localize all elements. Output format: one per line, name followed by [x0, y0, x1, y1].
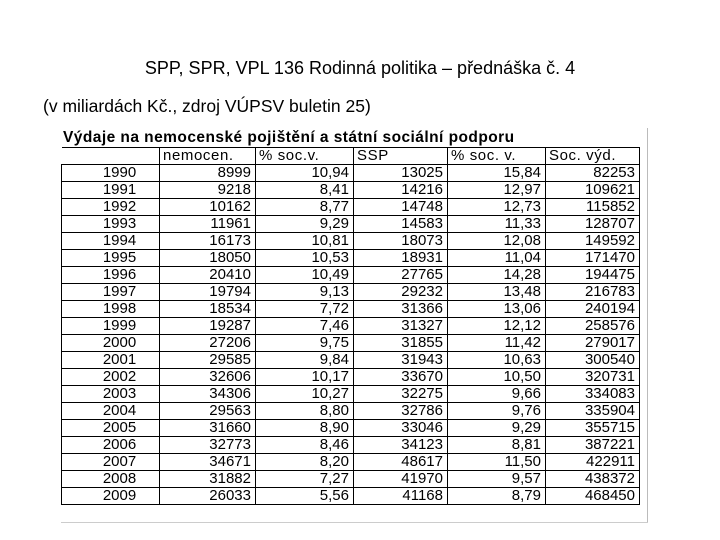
year-cell: 1992: [62, 199, 160, 216]
table-row: [62, 199, 640, 216]
value-cell: 16173: [160, 233, 256, 250]
value-cell: 32786: [354, 403, 448, 420]
value-cell: 8999: [160, 165, 256, 182]
value-cell: 14216: [354, 182, 448, 199]
value-cell: 31660: [160, 420, 256, 437]
value-cell: 438372: [546, 471, 640, 488]
value-cell: 8,41: [256, 182, 354, 199]
value-cell: 19287: [160, 318, 256, 335]
value-cell: 26033: [160, 488, 256, 505]
value-cell: 10162: [160, 199, 256, 216]
value-cell: 29563: [160, 403, 256, 420]
value-cell: 29232: [354, 284, 448, 301]
value-cell: 10,53: [256, 250, 354, 267]
year-cell: 1993: [62, 216, 160, 233]
value-cell: 468450: [546, 488, 640, 505]
value-cell: 5,56: [256, 488, 354, 505]
value-cell: 7,27: [256, 471, 354, 488]
slide-subtitle: (v miliardách Kč., zdroj VÚPSV buletin 25): [43, 96, 371, 116]
value-cell: 8,79: [448, 488, 546, 505]
value-cell: 9,29: [448, 420, 546, 437]
value-cell: 128707: [546, 216, 640, 233]
value-cell: 18050: [160, 250, 256, 267]
value-cell: 11,04: [448, 250, 546, 267]
sheet-right-edge: [647, 128, 648, 522]
table-row: [62, 369, 640, 386]
value-cell: 19794: [160, 284, 256, 301]
value-cell: 12,73: [448, 199, 546, 216]
value-cell: 31943: [354, 352, 448, 369]
column-header: nemocen.: [160, 148, 256, 165]
value-cell: 109621: [546, 182, 640, 199]
value-cell: 13025: [354, 165, 448, 182]
table-row: [62, 335, 640, 352]
value-cell: 7,72: [256, 301, 354, 318]
value-cell: 11,33: [448, 216, 546, 233]
value-cell: 32606: [160, 369, 256, 386]
sheet-bottom-edge: [61, 522, 648, 523]
value-cell: 34671: [160, 454, 256, 471]
value-cell: 9,84: [256, 352, 354, 369]
column-header: % soc.v.: [256, 148, 354, 165]
year-cell: 2009: [62, 488, 160, 505]
year-cell: 1995: [62, 250, 160, 267]
year-cell: 1990: [62, 165, 160, 182]
table-row: [62, 488, 640, 505]
table-row: [62, 437, 640, 454]
value-cell: 18931: [354, 250, 448, 267]
value-cell: 320731: [546, 369, 640, 386]
value-cell: 9,29: [256, 216, 354, 233]
value-cell: 10,63: [448, 352, 546, 369]
value-cell: 115852: [546, 199, 640, 216]
value-cell: 31366: [354, 301, 448, 318]
value-cell: 8,77: [256, 199, 354, 216]
value-cell: 11,42: [448, 335, 546, 352]
value-cell: 422911: [546, 454, 640, 471]
value-cell: 355715: [546, 420, 640, 437]
value-cell: 12,08: [448, 233, 546, 250]
value-cell: 7,46: [256, 318, 354, 335]
value-cell: 10,17: [256, 369, 354, 386]
year-cell: 2007: [62, 454, 160, 471]
year-cell: 1997: [62, 284, 160, 301]
column-header: Soc. výd.: [546, 148, 640, 165]
value-cell: 31327: [354, 318, 448, 335]
value-cell: 9218: [160, 182, 256, 199]
value-cell: 279017: [546, 335, 640, 352]
value-cell: 82253: [546, 165, 640, 182]
value-cell: 8,46: [256, 437, 354, 454]
value-cell: 300540: [546, 352, 640, 369]
value-cell: 13,48: [448, 284, 546, 301]
year-cell: 2000: [62, 335, 160, 352]
value-cell: 41168: [354, 488, 448, 505]
table-row: [62, 284, 640, 301]
value-cell: 18534: [160, 301, 256, 318]
value-cell: 12,97: [448, 182, 546, 199]
table-row: [62, 216, 640, 233]
value-cell: 32773: [160, 437, 256, 454]
table-row: [62, 250, 640, 267]
value-cell: 34306: [160, 386, 256, 403]
value-cell: 18073: [354, 233, 448, 250]
value-cell: 33670: [354, 369, 448, 386]
year-cell: 2002: [62, 369, 160, 386]
value-cell: 11,50: [448, 454, 546, 471]
year-cell: 2003: [62, 386, 160, 403]
year-cell: 2005: [62, 420, 160, 437]
value-cell: 149592: [546, 233, 640, 250]
value-cell: 27206: [160, 335, 256, 352]
value-cell: 48617: [354, 454, 448, 471]
table-row: [62, 165, 640, 182]
year-cell: 1999: [62, 318, 160, 335]
value-cell: 8,90: [256, 420, 354, 437]
value-cell: 12,12: [448, 318, 546, 335]
year-cell: 2001: [62, 352, 160, 369]
slide-title: [0, 57, 720, 79]
value-cell: 171470: [546, 250, 640, 267]
year-cell: 2008: [62, 471, 160, 488]
value-cell: 8,80: [256, 403, 354, 420]
slide-title-text: SPP, SPR, VPL 136 Rodinná politika – přednáška č. 4: [144, 58, 576, 78]
value-cell: 194475: [546, 267, 640, 284]
column-header: [62, 148, 160, 165]
value-cell: 240194: [546, 301, 640, 318]
table-row: [62, 182, 640, 199]
value-cell: 387221: [546, 437, 640, 454]
value-cell: 10,81: [256, 233, 354, 250]
table-title: Výdaje na nemocenské pojištění a státní sociální podporu: [63, 129, 515, 146]
table-row: [62, 454, 640, 471]
value-cell: 29585: [160, 352, 256, 369]
table-row: [62, 267, 640, 284]
value-cell: 34123: [354, 437, 448, 454]
table-body: [62, 148, 640, 505]
column-header: % soc. v.: [448, 148, 546, 165]
year-cell: 1996: [62, 267, 160, 284]
year-cell: 1991: [62, 182, 160, 199]
value-cell: 9,76: [448, 403, 546, 420]
table-row: [62, 301, 640, 318]
year-cell: 1998: [62, 301, 160, 318]
value-cell: 216783: [546, 284, 640, 301]
column-header: SSP: [354, 148, 448, 165]
value-cell: 10,94: [256, 165, 354, 182]
value-cell: 14583: [354, 216, 448, 233]
value-cell: 15,84: [448, 165, 546, 182]
value-cell: 335904: [546, 403, 640, 420]
value-cell: 9,66: [448, 386, 546, 403]
table-row: [62, 471, 640, 488]
value-cell: 31882: [160, 471, 256, 488]
value-cell: 10,49: [256, 267, 354, 284]
value-cell: 14748: [354, 199, 448, 216]
value-cell: 9,13: [256, 284, 354, 301]
data-table: [61, 147, 640, 505]
value-cell: 11961: [160, 216, 256, 233]
value-cell: 14,28: [448, 267, 546, 284]
table-row: [62, 403, 640, 420]
value-cell: 10,50: [448, 369, 546, 386]
value-cell: 13,06: [448, 301, 546, 318]
table-row: [62, 352, 640, 369]
year-cell: 2004: [62, 403, 160, 420]
value-cell: 258576: [546, 318, 640, 335]
value-cell: 9,57: [448, 471, 546, 488]
header-row: [62, 148, 640, 165]
value-cell: 10,27: [256, 386, 354, 403]
value-cell: 9,75: [256, 335, 354, 352]
table-row: [62, 318, 640, 335]
value-cell: 41970: [354, 471, 448, 488]
value-cell: 27765: [354, 267, 448, 284]
value-cell: 32275: [354, 386, 448, 403]
value-cell: 334083: [546, 386, 640, 403]
spreadsheet-excerpt: [61, 128, 639, 505]
value-cell: 33046: [354, 420, 448, 437]
table-row: [62, 386, 640, 403]
value-cell: 31855: [354, 335, 448, 352]
year-cell: 1994: [62, 233, 160, 250]
table-row: [62, 233, 640, 250]
value-cell: 20410: [160, 267, 256, 284]
value-cell: 8,81: [448, 437, 546, 454]
value-cell: 8,20: [256, 454, 354, 471]
year-cell: 2006: [62, 437, 160, 454]
table-row: [62, 420, 640, 437]
